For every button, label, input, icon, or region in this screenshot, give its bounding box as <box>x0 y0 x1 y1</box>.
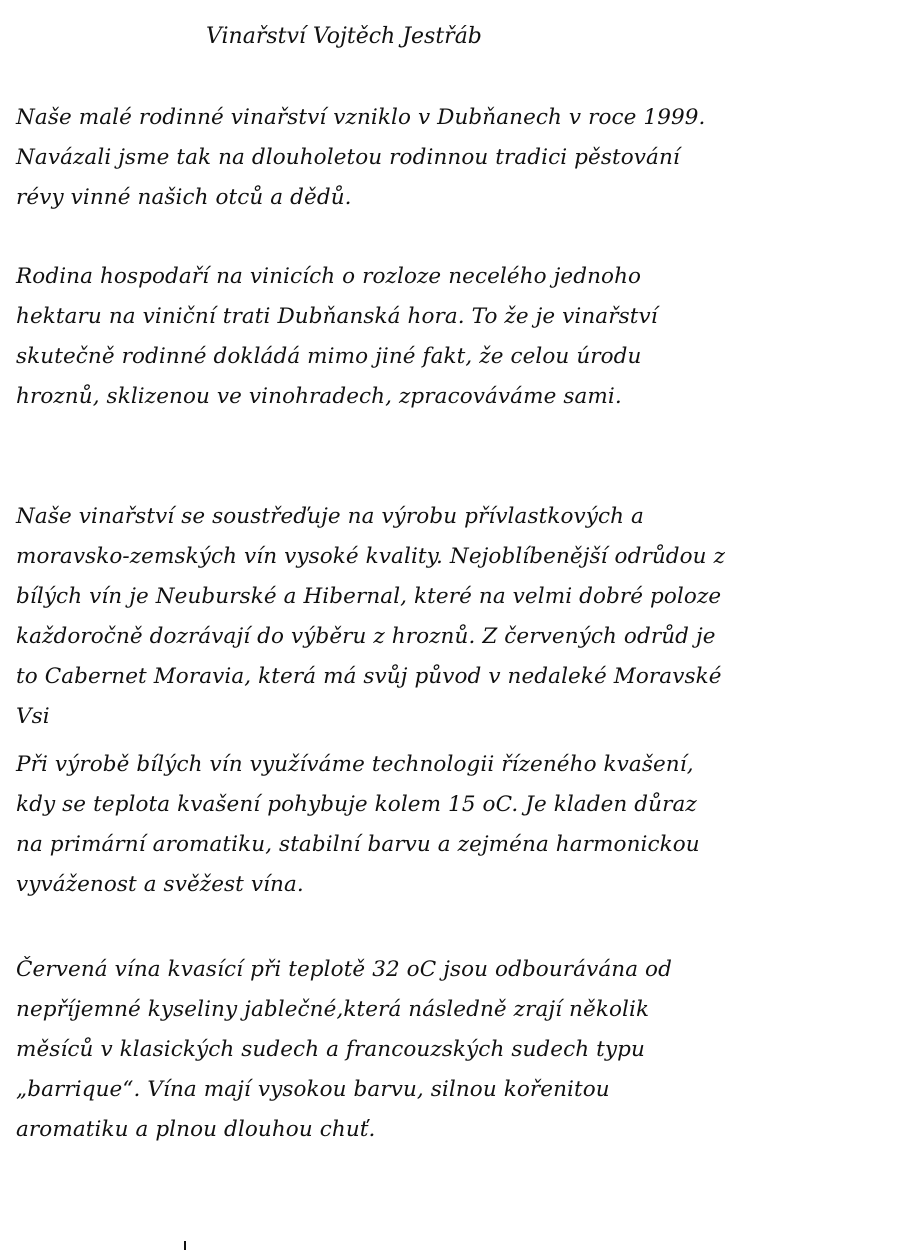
paragraph-line: bílých vín je Neuburské a Hibernal, které na velmi dobré poloze <box>16 584 722 609</box>
paragraph-white-wine-production <box>16 745 886 905</box>
paragraph-line: měsíců v klasických sudech a francouzských sudech typu <box>16 1037 645 1062</box>
paragraph-line: skutečně rodinné dokládá mimo jiné fakt, že celou úrodu <box>16 344 642 369</box>
paragraph-line: aromatiku a plnou dlouhou chuť. <box>16 1117 376 1142</box>
paragraph-line: každoročně dozrávají do výběru z hroznů. Z červených odrůd je <box>16 624 716 649</box>
paragraph-line: révy vinné našich otců a dědů. <box>16 185 352 210</box>
paragraph-line: moravsko-zemských vín vysoké kvality. Nejoblíbenější odrůdou z <box>16 544 725 569</box>
paragraph-red-wine-production <box>16 950 886 1150</box>
paragraph-line: hroznů, sklizenou ve vinohradech, zpracováváme sami. <box>16 384 622 409</box>
paragraph-wine-varieties <box>16 497 886 737</box>
paragraph-line: Vsi <box>16 704 50 729</box>
paragraph-line: nepříjemné kyseliny jablečné,která následně zrají několik <box>16 997 650 1022</box>
paragraph-line: Při výrobě bílých vín využíváme technologii řízeného kvašení, <box>16 752 694 777</box>
stray-mark <box>184 1241 186 1250</box>
paragraph-line: to Cabernet Moravia, která má svůj původ v nedaleké Moravské <box>16 664 722 689</box>
paragraph-line: Naše malé rodinné vinařství vzniklo v Dubňanech v roce 1999. <box>16 105 706 130</box>
paragraph-line: vyváženost a svěžest vína. <box>16 872 304 897</box>
paragraph-line: „barrique“. Vína mají vysokou barvu, silnou kořenitou <box>16 1077 610 1102</box>
paragraph-line: Rodina hospodaří na vinicích o rozloze necelého jednoho <box>16 264 642 289</box>
paragraph-vineyards <box>16 257 886 417</box>
paragraph-line: hektaru na viniční trati Dubňanská hora. To že je vinařství <box>16 304 658 329</box>
paragraph-line: Navázali jsme tak na dlouholetou rodinnou tradici pěstování <box>16 145 680 170</box>
paragraph-founding <box>16 98 886 218</box>
paragraph-line: Naše vinařství se soustřeďuje na výrobu přívlastkových a <box>16 504 644 529</box>
paragraph-line: kdy se teplota kvašení pohybuje kolem 15 oC. Je kladen důraz <box>16 792 697 817</box>
paragraph-line: Červená vína kvasící při teplotě 32 oC jsou odbourávána od <box>16 957 672 982</box>
paragraph-line: na primární aromatiku, stabilní barvu a zejména harmonickou <box>16 832 700 857</box>
document-title: Vinařství Vojtěch Jestřáb <box>206 24 482 49</box>
